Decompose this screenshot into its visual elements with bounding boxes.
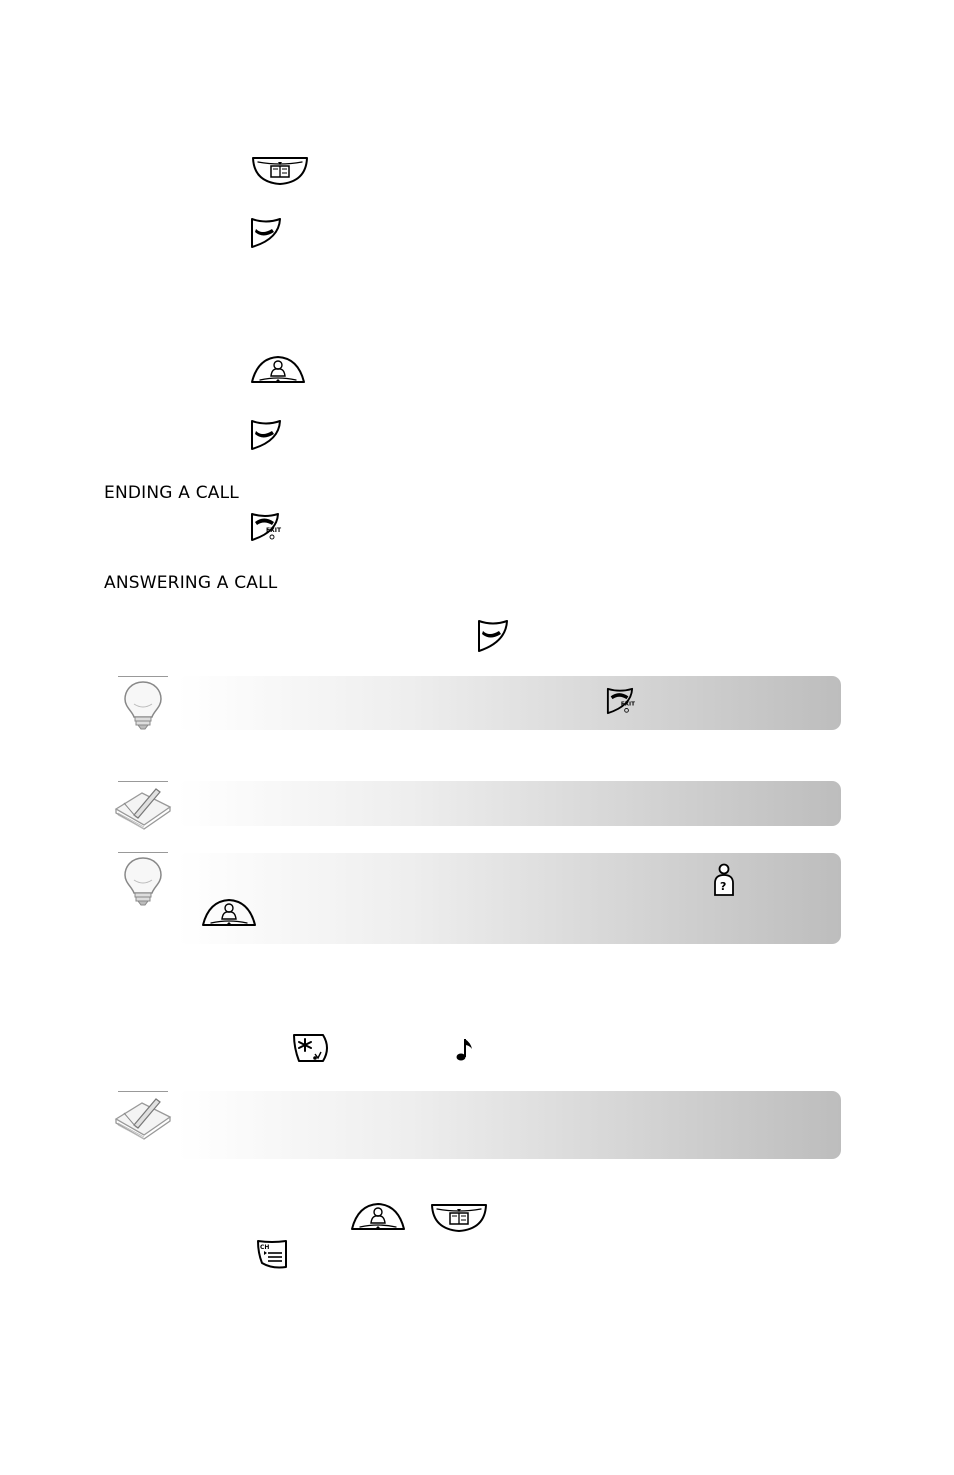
heading-ending-call: ENDING A CALL xyxy=(104,483,239,503)
music-note-icon xyxy=(455,1035,477,1063)
note-pad-pencil-icon xyxy=(112,785,172,831)
tip-callout-box xyxy=(177,853,841,944)
exit-end-key-icon xyxy=(606,687,634,715)
menu-list-key-icon xyxy=(256,1239,290,1271)
margin-rule xyxy=(118,676,168,677)
talk-key-icon xyxy=(477,619,509,653)
talk-key-icon xyxy=(250,419,282,451)
exit-end-key-icon xyxy=(250,512,280,542)
tip-callout-box xyxy=(177,676,841,730)
note-callout-box xyxy=(177,1091,841,1159)
note-pad-pencil-icon xyxy=(112,1095,172,1141)
exit-key-label: EXIT xyxy=(620,701,635,708)
phonebook-key-icon xyxy=(429,1201,489,1233)
heading-answering-call: ANSWERING A CALL xyxy=(104,573,278,593)
caller-id-person-icon xyxy=(712,863,736,897)
margin-rule xyxy=(118,781,168,782)
margin-rule xyxy=(118,1091,168,1092)
note-callout-box xyxy=(177,781,841,826)
svg-text:?: ? xyxy=(720,880,727,893)
phonebook-key-icon xyxy=(250,154,310,186)
lightbulb-icon xyxy=(120,856,166,906)
talk-key-icon xyxy=(250,217,282,249)
exit-key-label: EXIT xyxy=(266,527,282,534)
redial-key-icon xyxy=(250,354,306,386)
redial-key-icon xyxy=(350,1201,406,1233)
lightbulb-icon xyxy=(120,680,166,730)
call-list-key-label: CH xyxy=(260,1244,270,1251)
star-ringer-key-icon xyxy=(291,1032,333,1064)
redial-key-icon xyxy=(201,897,257,929)
margin-rule xyxy=(118,852,168,853)
